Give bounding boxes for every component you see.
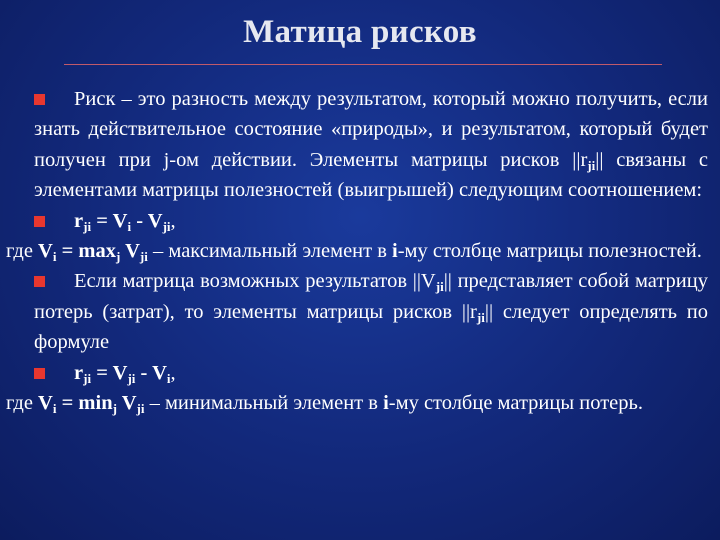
- bullet-paragraph-risk-definition: [6, 84, 708, 206]
- formula-2: $r_{ji} = V_{ji} - V_i$,: [6, 358, 708, 388]
- formula-1-definition: где $V_i = \max_j V_{ji}$ – максимальный элемент в i-му столбце матрицы полезностей.: [6, 240, 702, 265]
- slide-title: Матица рисков: [243, 14, 477, 50]
- slide-content: [6, 84, 708, 418]
- formula-1: $r_{ji} = V_i - V_{ji}$,: [6, 206, 708, 236]
- bullet-square-icon: [34, 216, 45, 227]
- formula-2-definition: где $V_i = \min_j V_{ji}$ – минимальный элемент в i-му столбце матрицы потерь.: [6, 392, 643, 417]
- title-divider: [64, 64, 662, 65]
- bullet-square-icon: [34, 368, 45, 379]
- paragraph-text: Если матрица возможных результатов $||V_{ji}||$ представляет собой матрицу потерь (затрат), то элементы матрицы рисков $||r_{ji}||$ следует определять по формуле: [34, 270, 708, 354]
- bullet-square-icon: [34, 276, 45, 287]
- bullet-square-icon: [34, 94, 45, 105]
- paragraph-text: Риск – это разность между результатом, который можно получить, если знать действительное состояние «природы», и результатом, который будет получен при j-ом действии. Элементы матрицы рисков $||r_{ji}||$ связаны с элементами матрицы полезностей (выигрышей) следующим соотношением:: [34, 88, 709, 202]
- bullet-paragraph-loss-matrix: [6, 266, 708, 357]
